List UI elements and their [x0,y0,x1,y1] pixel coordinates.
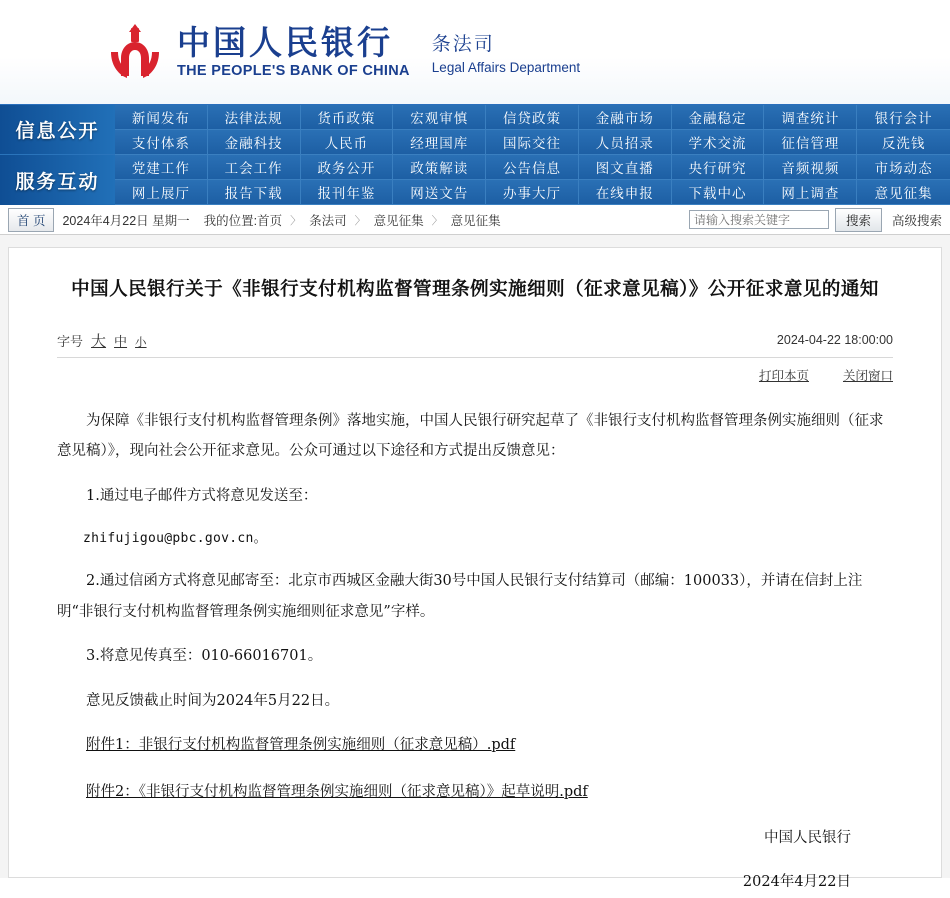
body-paragraph-1: 为保障《非银行支付机构监督管理条例》落地实施，中国人民银行研究起草了《非银行支付机构监督管理条例实施细则（征求意见稿）》，现向社会公开征求意见。公众可通过以下途径和方式提出反馈意见： [57,412,884,460]
nav-item-1[interactable]: 法律法规 [208,105,301,130]
publish-time: 2024-04-22 18:00:00 [776,333,893,348]
nav-item-15[interactable]: 学术交流 [672,130,765,155]
nav-item-23[interactable]: 图文直播 [579,155,672,180]
font-size-large-button[interactable]: 大 [91,332,107,350]
nav-item-3[interactable]: 宏观审慎 [393,105,486,130]
breadcrumb-separator-1: 〉 [290,214,302,227]
nav-item-10[interactable]: 金融科技 [208,130,301,155]
nav-item-8[interactable]: 银行会计 [857,105,950,130]
body-paragraph-3: 2.通过信函方式将意见邮寄至：北京市西城区金融大街30号中国人民银行支付结算司（邮编：100033），并请在信封上注明“非银行支付机构监督管理条例实施细则征求意见”字样。 [57,573,863,620]
nav-item-29[interactable]: 报刊年鉴 [301,180,394,205]
nav-item-7[interactable]: 调查统计 [764,105,857,130]
site-header [0,0,950,104]
attachment-link-2[interactable]: 附件2：《非银行支付机构监督管理条例实施细则（征求意见稿）》起草说明.pdf [86,783,588,800]
document-signature-date: 2024年4月22日 [742,874,851,891]
body-paragraph-2: 1.通过电子邮件方式将意见发送至： [86,487,318,504]
contact-email: zhifujigou@pbc.gov.cn。 [83,531,267,547]
print-page-link[interactable]: 打印本页 [758,368,809,383]
nav-item-2[interactable]: 货币政策 [301,105,394,130]
document-card [8,247,942,891]
font-size-controls [57,330,147,351]
nav-item-30[interactable]: 网送文告 [393,180,486,205]
nav-item-0[interactable]: 新闻发布 [115,105,208,130]
nav-category-column [0,105,115,205]
pbc-logo-icon [105,22,165,82]
nav-links-grid [115,105,950,205]
nav-item-11[interactable]: 人民币 [301,130,394,155]
breadcrumb-item-1[interactable]: 意见征集 [373,213,424,228]
nav-item-9[interactable]: 支付体系 [115,130,208,155]
nav-category-services[interactable]: 服务互动 [15,170,100,193]
document-signature: 中国人民银行 [764,829,851,846]
breadcrumb-bar [0,205,950,235]
font-size-small-button[interactable]: 小 [135,336,147,349]
department-name-cn: 条法司 [431,32,495,55]
document-body [57,396,893,898]
advanced-search-link[interactable]: 高级搜索 [891,213,942,228]
breadcrumb-location-label: 我的位置:首页 [203,213,283,228]
nav-item-4[interactable]: 信贷政策 [486,105,579,130]
nav-item-5[interactable]: 金融市场 [579,105,672,130]
body-paragraph-5: 意见反馈截止时间为2024年5月22日。 [86,692,340,709]
close-window-link[interactable]: 关闭窗口 [842,368,893,383]
main-navigation [0,104,950,205]
content-area [0,235,950,891]
breadcrumb-item-2[interactable]: 意见征集 [450,213,501,228]
nav-item-24[interactable]: 央行研究 [672,155,765,180]
nav-item-12[interactable]: 经理国库 [393,130,486,155]
nav-item-26[interactable]: 市场动态 [857,155,950,180]
nav-item-18[interactable]: 党建工作 [115,155,208,180]
nav-item-17[interactable]: 反洗钱 [857,130,950,155]
nav-item-21[interactable]: 政策解读 [393,155,486,180]
nav-item-31[interactable]: 办事大厅 [486,180,579,205]
document-meta-row [57,330,893,358]
nav-item-27[interactable]: 网上展厅 [115,180,208,205]
breadcrumb-separator-2: 〉 [354,214,366,227]
breadcrumb-item-0[interactable]: 条法司 [309,213,347,228]
nav-category-info-disclosure[interactable]: 信息公开 [0,105,115,155]
document-tools [57,358,893,396]
nav-item-14[interactable]: 人员招录 [579,130,672,155]
bank-name-cn: 中国人民银行 [177,22,393,62]
bank-name-en: THE PEOPLE'S BANK OF CHINA [177,63,410,80]
nav-item-35[interactable]: 意见征集 [857,180,950,205]
nav-item-34[interactable]: 网上调查 [764,180,857,205]
current-date: 2024年4月22日 星期一 [62,213,190,228]
nav-item-6[interactable]: 金融稳定 [672,105,765,130]
nav-item-19[interactable]: 工会工作 [208,155,301,180]
nav-item-13[interactable]: 国际交往 [486,130,579,155]
home-button[interactable]: 首 页 [8,208,54,232]
department-name-en: Legal Affairs Department [431,60,581,76]
attachment-link-1[interactable]: 附件1：非银行支付机构监督管理条例实施细则（征求意见稿）.pdf [86,737,516,754]
font-size-label: 字号 [57,333,84,349]
nav-item-32[interactable]: 在线申报 [579,180,672,205]
bank-name-block [177,22,410,80]
breadcrumb-separator-3: 〉 [431,214,443,227]
nav-item-16[interactable]: 征信管理 [764,130,857,155]
body-paragraph-4: 3.将意见传真至：010-66016701。 [86,648,323,665]
nav-item-28[interactable]: 报告下载 [208,180,301,205]
department-block [432,29,580,76]
nav-item-25[interactable]: 音频视频 [764,155,857,180]
search-button[interactable]: 搜索 [835,208,882,232]
font-size-medium-button[interactable]: 中 [114,333,128,349]
nav-item-20[interactable]: 政务公开 [301,155,394,180]
search-input[interactable] [689,210,829,229]
page-title: 中国人民银行关于《非银行支付机构监督管理条例实施细则（征求意见稿）》公开征求意见的通知 [71,279,879,300]
nav-item-22[interactable]: 公告信息 [486,155,579,180]
nav-item-33[interactable]: 下载中心 [672,180,765,205]
